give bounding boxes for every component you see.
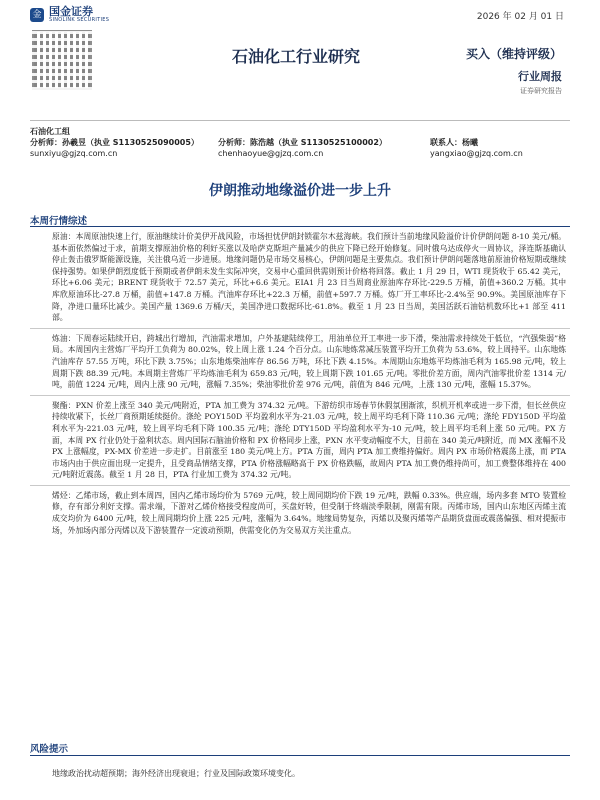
analyst-block: [30, 126, 570, 159]
paragraph-olefins: 烯烃：乙烯市场，截止到本周四，国内乙烯市场均价为 5769 元/吨，较上周同期均价下跌 19 元/吨，跌幅 0.33%。供应端，场内多套 MTO 装置检修，存有部分利好支撑。需求端，下游对乙烯价格接受程度尚可，买盘好转，但受制于终端淡季限制，刚需有限。丙烯市场，国内山东地区丙烯主流成交均价为 6400 元/吨，较上周同期均价上涨 225 元/吨，涨幅为 3.64%。地缘局势复杂，丙烯以及聚丙烯等产品期货盘面或震荡偏强、相对提振市场，外加场内部分丙烯以及下游装置存一定波动预期，供需变化仍为交易双方关注重点。: [52, 490, 566, 535]
contact-email[interactable]: yangxiao@gjzq.com.cn: [430, 149, 523, 158]
logo-name-cn: 国金证券: [49, 5, 93, 18]
company-logo: [30, 6, 109, 23]
qr-code-pattern: [32, 30, 92, 90]
analyst-2: 分析师：陈浩越（执业 S1130525100002）: [218, 138, 387, 147]
paragraph-refining: 炼油：下周春运陆续开启，跨城出行增加，汽油需求增加，户外基建陆续停工，用油单位开工率进一步下滑，柴油需求持续处于低位，“汽强柴弱”格局。本周国内主营炼厂平均开工负荷为 80.02%，较上周上涨 1.24 个百分点。山东地炼常减压装置平均开工负荷为 53.6%，较上周持平。山东地炼汽油库存 57.55 万吨，环比下跌 3.75%；山东地炼柴油库存 86.56 万吨，环比下跌 4.15%。本周期山东地炼平均炼油毛利为 165.98 元/吨，较上周期下跌 88.39 元/吨。本周期主营炼厂平均炼油毛利为 659.83 元/吨，较上周期下跌 101.65 元/吨。零批价差方面，周内汽油零批价差 1314 元/吨，前值 1224 元/吨，周内上涨 90 元/吨，涨幅 7.35%；柴油零批价差 976 元/吨，前值为 846 元/吨，上涨 130 元/吨，涨幅 15.37%。: [52, 333, 566, 390]
section-heading-risk: 风险提示: [30, 744, 69, 755]
paragraph-divider: [30, 485, 570, 486]
logo-icon: 金: [30, 8, 44, 22]
analyst-1: 分析师：孙羲昱（执业 S1130525090005）: [30, 138, 199, 147]
report-header: [0, 0, 600, 106]
section-heading-weekly-review: 本周行情综述: [30, 216, 88, 227]
report-title: 伊朗推动地缘溢价进一步上升: [209, 183, 391, 199]
contact-person: 联系人：杨曦: [430, 138, 478, 147]
analyst-group: 石油化工组: [30, 127, 70, 136]
analyst-1-email[interactable]: sunxiyu@gjzq.com.cn: [30, 149, 118, 158]
report-date: 2026 年 02 月 01 日: [476, 12, 564, 22]
section-divider: [30, 755, 570, 756]
logo-name-en: SINOLINK SECURITIES: [49, 17, 110, 23]
weekly-review-body: [30, 228, 570, 536]
paragraph-polyester: 聚酯：PXN 价差上涨至 340 美元/吨附近，PTA 加工费为 374.32 元/吨。下游纺织市场春节休假氛围渐浓，织机开机率或进一步下滑，但长丝供应持续收紧下，长丝厂商预期延续挺价。涤纶 POY150D 平均盈利水平为-21.03 元/吨，较上周平均毛利下降 110.36 元/吨；涤纶 FDY150D 平均盈利水平为-221.03 元/吨，较上周平均毛利下降 100.35 元/吨；涤纶 DTY150D 平均盈利水平为-10 元/吨，较上周平均毛利上涨 50 元/吨。PX 方面，本周 PX 行业仍处于盈利状态。周内国际石脑油价格和 PX 价格同步上涨，PXN 水平变动幅度不大，目前在 340 美元/吨附近，而 MX 涨幅不及 PX 上涨幅度，PX-MX 价差进一步走扩。目前涨至 180 美元/吨上方。PTA 方面，周内 PTA 加工费维持偏好。周内 PX 市场价格震荡上涨，而 PTA 市场内由于供应面出现一定提升，且受商品情绪支撑，PTA 价格涨幅略高于 PX 价格跌幅，故周内 PTA 加工费仍维持尚可，加工费整体维持在 400 元/吨附近震荡。截至 1 月 28 日，PTA 行业加工费为 374.32 元/吨。: [52, 400, 566, 480]
paragraph-divider: [30, 395, 570, 396]
rating-label: 买入（维持评级）: [465, 47, 562, 61]
report-subtype: 证券研究报告: [520, 87, 562, 95]
report-type: 行业周报: [518, 70, 562, 83]
paragraph-crude-oil: 原油：本周原油快速上行，原油继续计价美伊开战风险，市场担忧伊朗封锁霍尔木兹海峡。我们预计当前地缘风险溢价计价伊朗问题 8-10 美元/桶。基本面依然偏过于求，前期支撑原油价格的利好买涨以及哈萨克斯坦产量减少的供应下降已经开始修复。同时俄乌达成停火一周协议，泽连斯基确认停止轰击俄罗斯能源设施，关注俄乌近一步进展。地缘问题仍是市场交易核心，伊朗问题是主要焦点。我们预计伊朗问题落地前原油价格短期或继续保持强势。如果伊朗烈度低于预期或者伊朗未发生实际冲突，交易中心重回供需则预计价格将回落。截止 1 月 29 日，WTI 现货收于 65.42 美元，环比+6.06 美元；BRENT 现货收于 72.57 美元，环比+6.6 美元。EIA1 月 23 日当周商业原油库存环比-229.5 万桶，前值+360.2 万桶。其中库欣原油环比-27.8 万桶，前值+147.8 万桶。汽油库存环比+22.3 万桶，前值+597.7 万桶。炼厂开工率环比-2.4%至 90.9%。美国原油库存下降，净进口量环比减少。美国产量 1369.6 万桶/天，美国净进口数据环比-61.8%。截至 1 月 23 日当周，美国活跃石油钻机数环比+1 部至 411 部。: [52, 232, 566, 323]
report-category-title: 石油化工行业研究: [232, 47, 361, 66]
risk-warning-text: 地缘政治扰动超预期；海外经济出现衰退；行业及国际政策环境变化。: [52, 769, 300, 778]
header-divider: [30, 120, 570, 121]
analyst-2-email[interactable]: chenhaoyue@gjzq.com.cn: [218, 149, 324, 158]
paragraph-divider: [30, 328, 570, 329]
section-divider: [30, 226, 570, 227]
